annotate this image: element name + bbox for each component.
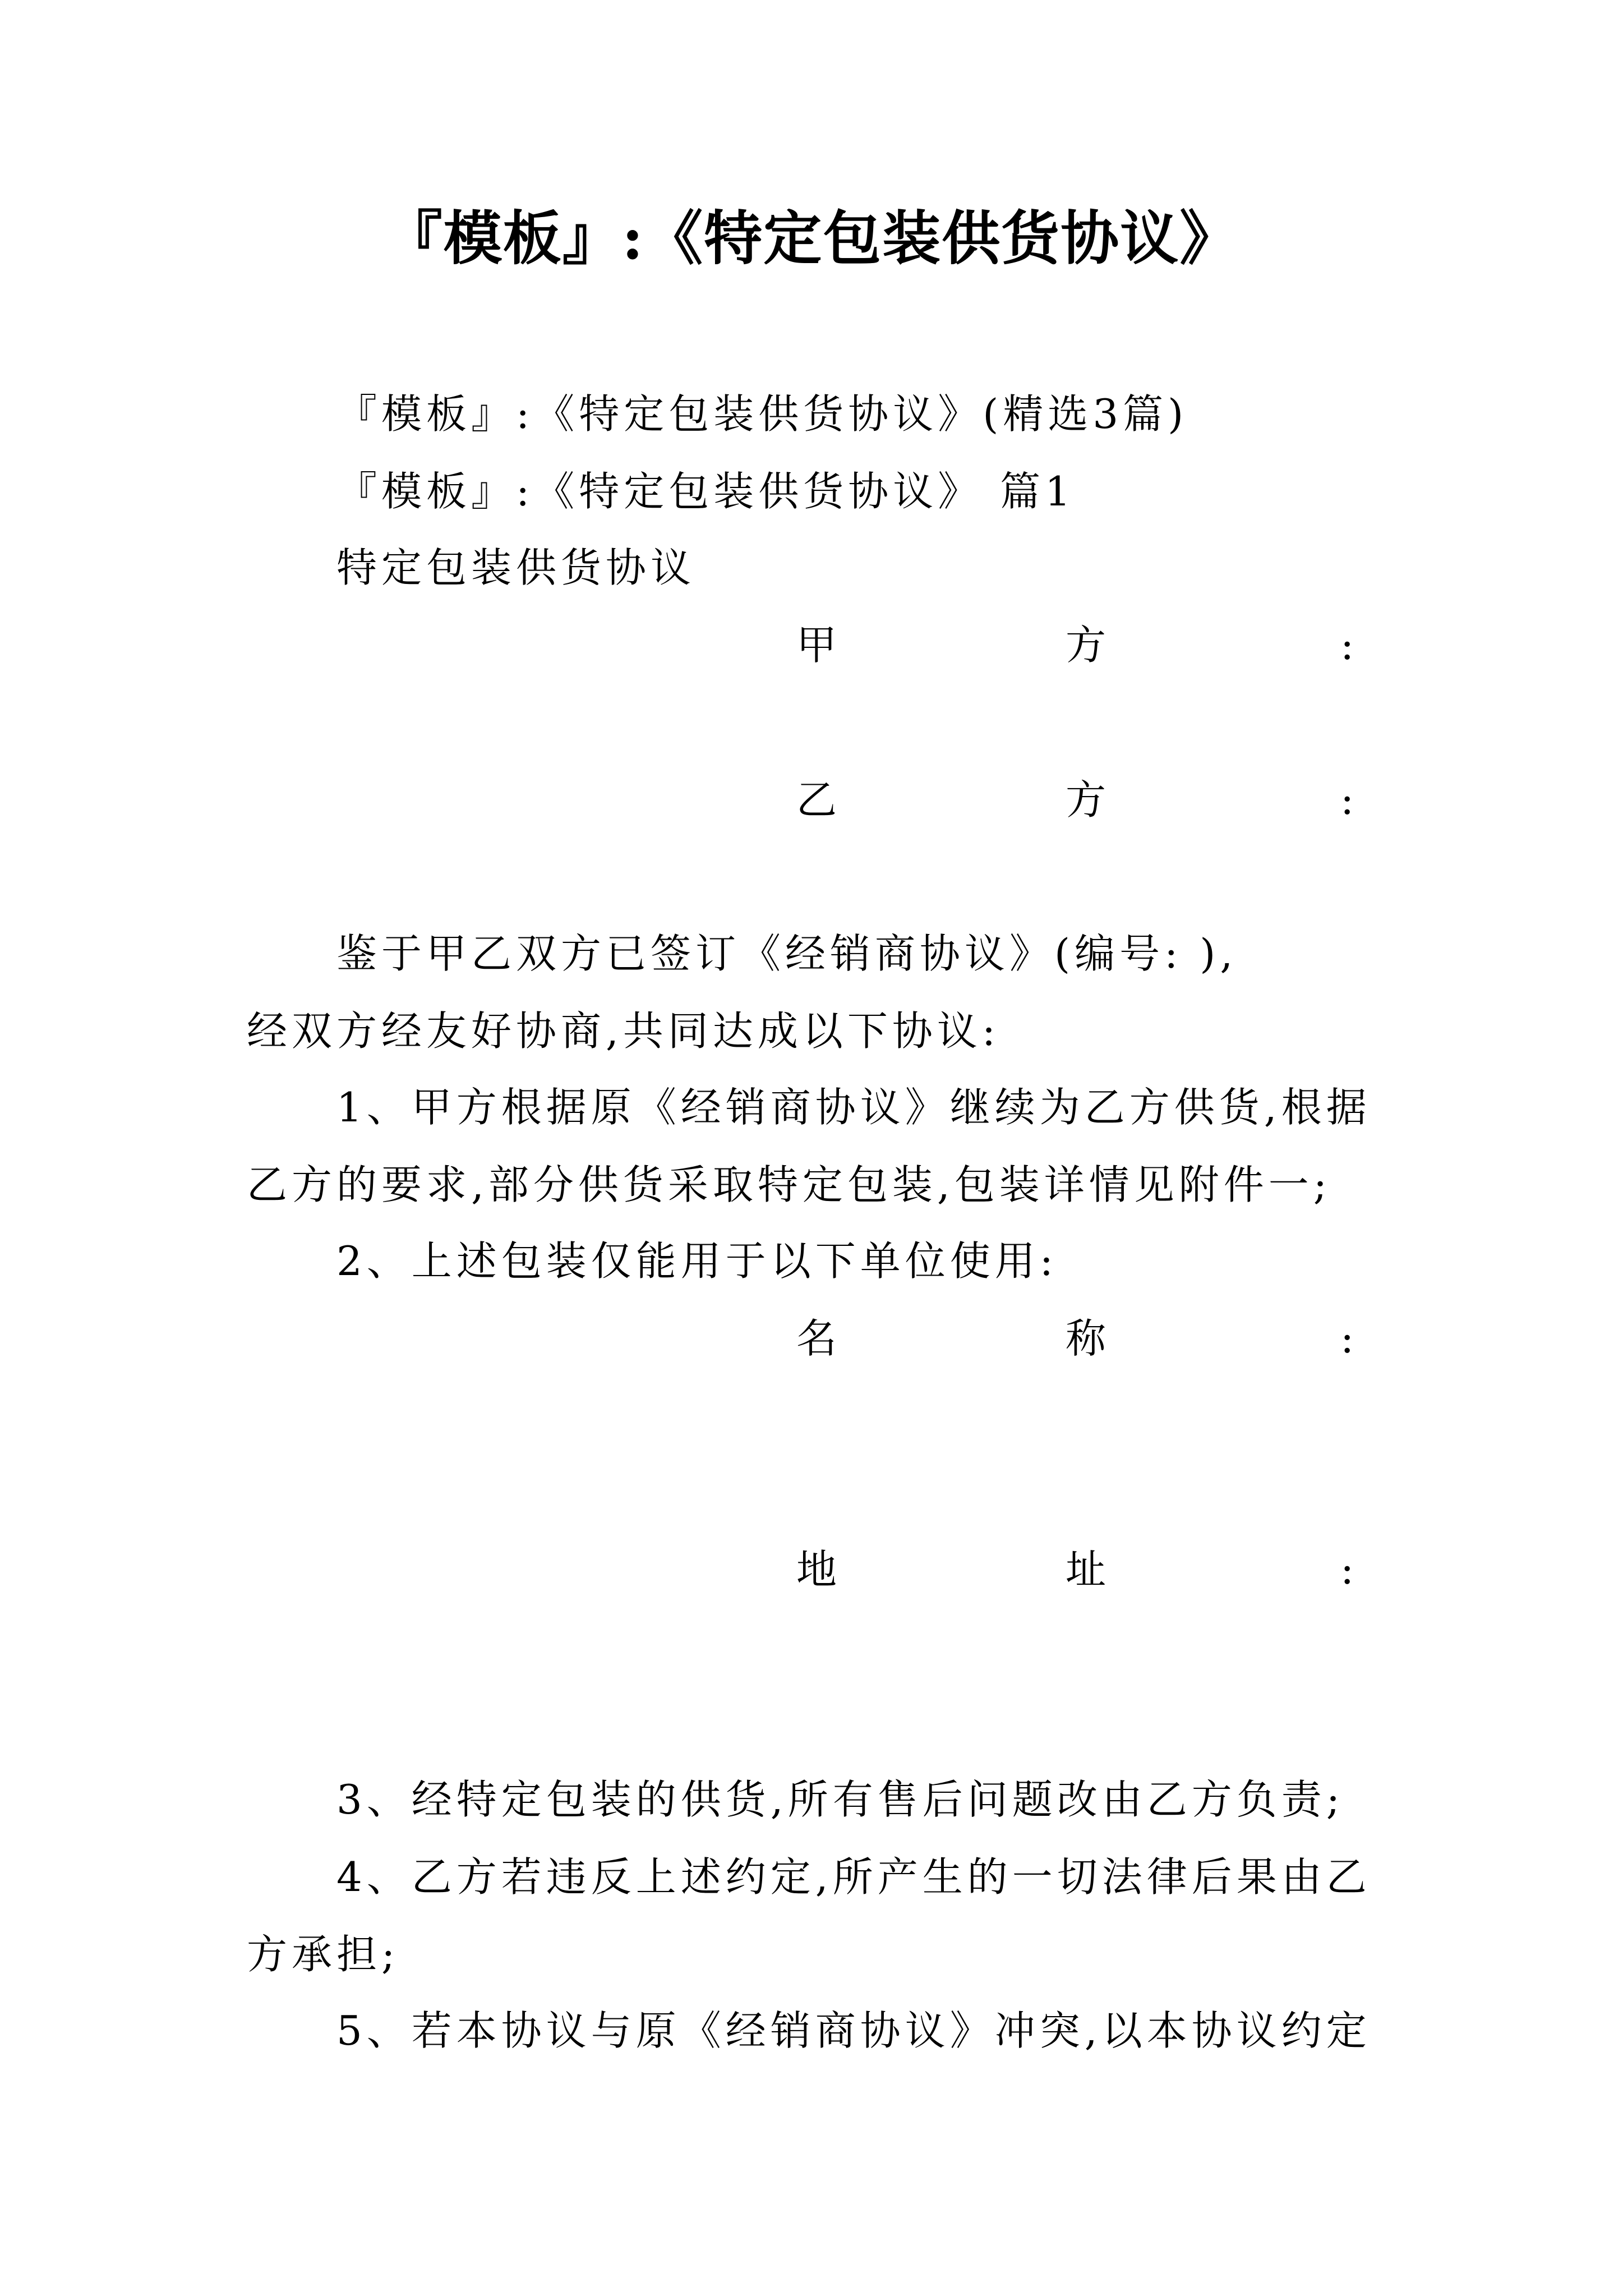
subtitle-part: 『模板』:《特定包装供货协议》 篇1 (336, 468, 1075, 515)
party-b-label-char1: 乙 (796, 776, 837, 823)
party-a-colon: : (1340, 622, 1354, 669)
clause-3-line1: 3、经特定包装的供货,所有售后问题改由乙方负责; (336, 1776, 1344, 1823)
address-label-char1: 地 (796, 1546, 837, 1593)
party-b-colon: : (1340, 776, 1354, 823)
party-a-label-char1: 甲 (796, 622, 837, 669)
subtitle-collection: 『模板』:《特定包装供货协议》(精选3篇) (336, 390, 1188, 438)
address-colon: : (1340, 1546, 1354, 1593)
clause-5-line1: 5、若本协议与原《经销商协议》冲突,以本协议约定 (336, 2007, 1371, 2054)
clause-1-line1: 1、甲方根据原《经销商协议》继续为乙方供货,根据 (336, 1084, 1371, 1131)
address-label-char2: 址 (1066, 1546, 1106, 1593)
name-label-char1: 名 (796, 1315, 837, 1362)
agreement-heading: 特定包装供货协议 (336, 544, 696, 591)
clause-4-line1: 4、乙方若违反上述约定,所产生的一切法律后果由乙 (336, 1853, 1371, 1901)
party-b-label-char2: 方 (1066, 776, 1106, 823)
intro-paragraph-line1: 鉴于甲乙双方已签订《经销商协议》(编号: ), (336, 930, 1238, 977)
intro-paragraph-line2: 经双方经友好协商,共同达成以下协议: (247, 1007, 1000, 1055)
clause-2-line1: 2、上述包装仅能用于以下单位使用: (336, 1237, 1058, 1285)
name-label-char2: 称 (1066, 1315, 1106, 1362)
party-a-label-char2: 方 (1066, 622, 1106, 669)
name-colon: : (1340, 1315, 1354, 1362)
document-title: 『模板』:《特定包装供货协议》 (384, 204, 1239, 273)
clause-1-line2: 乙方的要求,部分供货采取特定包装,包装详情见附件一; (247, 1161, 1332, 1208)
clause-4-line2: 方承担; (247, 1931, 400, 1978)
